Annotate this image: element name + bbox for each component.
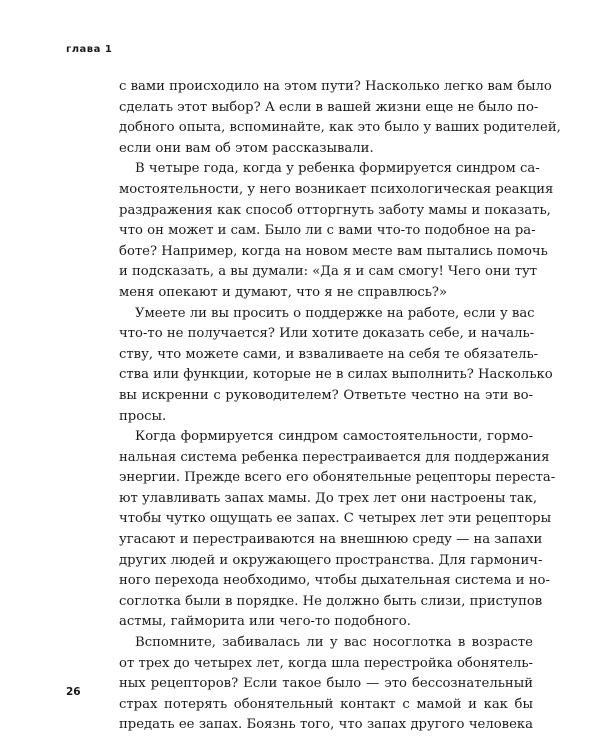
text-line: чтобы чутко ощущать ее запах. С четырех лет эти рецепторы	[119, 511, 552, 527]
text-line: вы искренни с руководителем? Ответьте честно на эти во-	[119, 387, 533, 403]
text-line: боте? Например, когда на новом месте вам пытались помочь	[119, 243, 548, 259]
text-line: страх потерять обонятельный контакт с мамой и как бы	[119, 696, 533, 712]
text-line: меня опекают и думают, что я не справлюсь?»	[119, 284, 448, 300]
paragraph	[119, 77, 561, 159]
text-line: просы.	[119, 408, 167, 424]
text-line: ют улавливать запах мамы. До трех лет они настроены так,	[119, 490, 538, 506]
text-line: нальная система ребенка перестраивается для поддержания	[119, 449, 550, 465]
text-line: астмы, гайморита или чего-то подобного.	[119, 614, 411, 630]
text-line: Вспомните, забивалась ли у вас носоглотка в возрасте	[135, 635, 533, 651]
text-line: если они вам об этом рассказывали.	[119, 140, 374, 156]
text-line: от трех до четырех лет, когда шла перестройка обонятель-	[119, 655, 533, 671]
text-line: что-то не получается? Или хотите доказать себе, и началь-	[119, 326, 535, 342]
text-line: ства или функции, которые не в силах выполнить? Насколько	[119, 367, 553, 383]
text-line: В четыре года, когда у ребенка формируется синдром са-	[135, 161, 540, 177]
text-line: добного опыта, вспоминайте, как это было у ваших родителей,	[119, 120, 561, 136]
paragraph	[119, 304, 553, 428]
text-line: что он может и сам. Было ли с вами что-то подобное на ра-	[119, 223, 536, 239]
body-text	[119, 77, 561, 736]
text-line: Когда формируется синдром самостоятельности, гормо-	[135, 429, 533, 445]
text-line: и подсказать, а вы думали: «Да я и сам смогу! Чего они тут	[119, 264, 538, 280]
text-line: ству, что можете сами, и взваливаете на себя те обязатель-	[119, 346, 539, 362]
text-line: сделать этот выбор? А если в вашей жизни еще не было по-	[119, 99, 539, 115]
text-line: ных рецепторов? Если такое было — это бессознательный	[119, 676, 533, 692]
text-line: мостоятельности, у него возникает психологическая реакция	[119, 181, 554, 197]
text-line: других людей и окружающего пространства. Для гармонич-	[119, 552, 543, 568]
text-line: раздражения как способ отторгнуть заботу мамы и показать,	[119, 202, 551, 218]
paragraph	[119, 427, 556, 633]
text-line: предать ее запах. Боязнь того, что запах другого человека	[119, 717, 533, 733]
paragraph	[119, 633, 533, 736]
running-head: глава 1	[66, 44, 113, 55]
text-line: ного перехода необходимо, чтобы дыхательная система и но-	[119, 573, 550, 589]
text-line: с вами происходило на этом пути? Насколько легко вам было	[119, 79, 552, 94]
page-number: 26	[66, 686, 81, 698]
paragraph	[119, 159, 554, 303]
text-line: энергии. Прежде всего его обонятельные рецепторы переста-	[119, 470, 556, 486]
text-line: соглотка были в порядке. Не должно быть слизи, приступов	[119, 593, 543, 609]
text-line: угасают и перестраиваются на внешнюю среду — на запахи	[119, 532, 543, 548]
text-line: Умеете ли вы просить о поддержке на работе, если у вас	[135, 305, 535, 321]
